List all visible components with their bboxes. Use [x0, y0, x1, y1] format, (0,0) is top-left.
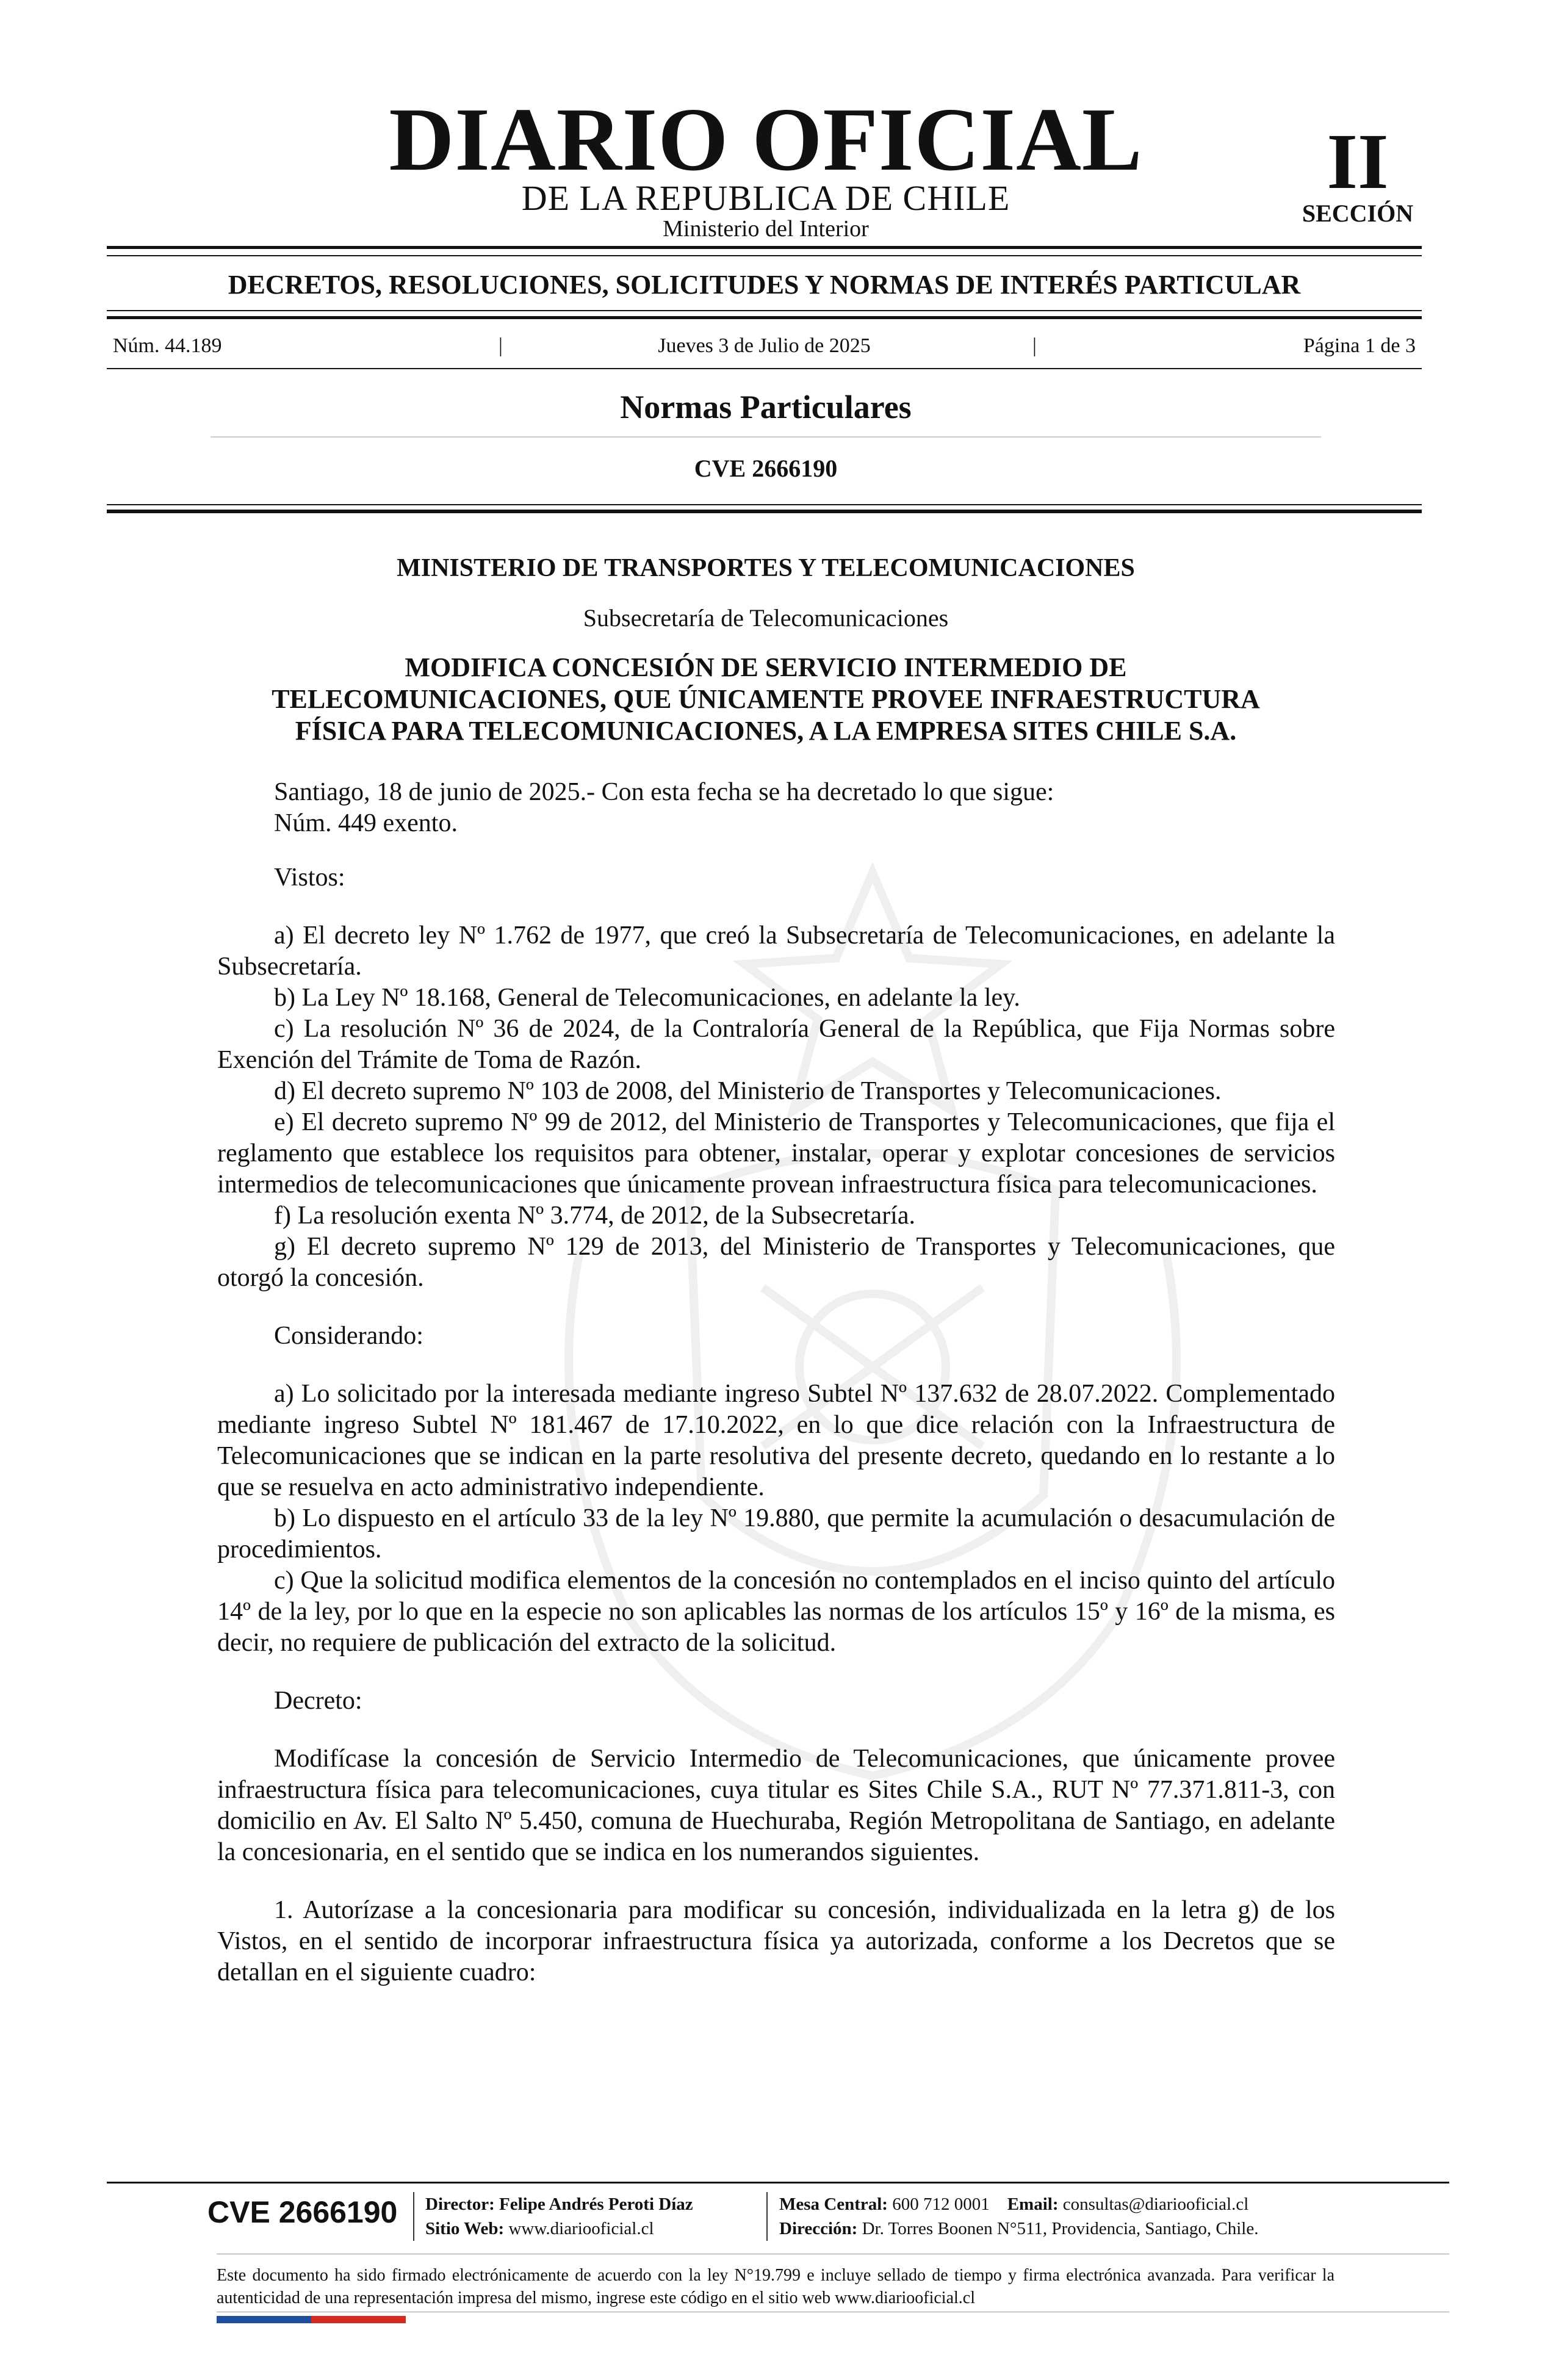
issue-separator: |	[1032, 334, 1037, 357]
document-body	[217, 777, 1335, 1988]
flag-red-band	[311, 2316, 406, 2323]
address-label: Dirección:	[779, 2219, 858, 2238]
decreto-paragraph: Modifícase la concesión de Servicio Intermedio de Telecomunicaciones, que únicamente provee infraestructura física para telecomunicaciones, cuya titular es Sites Chile S.A., RUT Nº 77.371.811-3, con domicilio en Av. El Salto Nº 5.450, comuna de Huechuraba, Región Metropolitana de Santiago, en adelante la concesionaria, en el sentido que se indica en los numerandos siguientes.	[217, 1745, 1335, 1866]
footer-rule	[107, 2182, 1449, 2183]
section-heading-rule	[211, 436, 1321, 438]
footer-divider	[413, 2192, 414, 2241]
masthead-title: DIARIO OFICIAL	[389, 90, 1143, 190]
issue-number: Núm. 44.189	[113, 334, 222, 357]
decree-title-line: FÍSICA PARA TELECOMUNICACIONES, A LA EMPRESA SITES CHILE S.A.	[295, 716, 1237, 746]
vistos-item: d) El decreto supremo Nº 103 de 2008, del Ministerio de Transportes y Telecomunicaciones.	[274, 1077, 1222, 1105]
decree-title-line: TELECOMUNICACIONES, QUE ÚNICAMENTE PROVEE INFRAESTRUCTURA	[272, 684, 1260, 714]
decreto-paragraph: 1. Autorízase a la concesionaria para modificar su concesión, individualizada en la letra g) de los Vistos, en el sentido de incorporar infraestructura física ya autorizada, conforme a los Decretos que se detallan en el siguiente cuadro:	[217, 1896, 1335, 1986]
cve-code: CVE 2666190	[694, 455, 838, 482]
footer-contact-info	[779, 2192, 1258, 2241]
vistos-item: e) El decreto supremo Nº 99 de 2012, del Ministerio de Transportes y Telecomunicaciones, que fija el reglamento que establece los requisitos para obtener, instalar, operar y explotar concesiones de servicios intermedios de telecomunicaciones que únicamente provean infraestructura física para telecomunicaciones.	[217, 1108, 1335, 1199]
vistos-item: f) La resolución exenta Nº 3.774, de 2012, de la Subsecretaría.	[274, 1202, 915, 1230]
mesa-phone: 600 712 0001	[892, 2194, 990, 2214]
section-label: SECCIÓN	[1302, 200, 1414, 227]
director-name: Felipe Andrés Peroti Díaz	[499, 2194, 693, 2214]
decree-title-line: MODIFICA CONCESIÓN DE SERVICIO INTERMEDIO DE	[405, 652, 1127, 682]
issue-date: Jueves 3 de Julio de 2025	[658, 334, 871, 357]
topic-rule-thick	[107, 316, 1422, 319]
director-label: Director:	[425, 2194, 495, 2214]
footer-divider	[766, 2192, 768, 2241]
section-heading: Normas Particulares	[620, 389, 912, 425]
page-number: Página 1 de 3	[1303, 334, 1416, 357]
issue-rule	[107, 368, 1422, 369]
issuing-ministry: MINISTERIO DE TRANSPORTES Y TELECOMUNICACIONES	[397, 554, 1135, 582]
intro-line: Santiago, 18 de junio de 2025.- Con esta fecha se ha decretado lo que sigue:	[274, 778, 1054, 806]
vistos-item: g) El decreto supremo Nº 129 de 2013, del Ministerio de Transportes y Telecomunicaciones, que otorgó la concesión.	[217, 1233, 1335, 1292]
flag-blue-band	[217, 2316, 311, 2323]
chile-flag-stripe	[217, 2316, 406, 2323]
footer-disclaimer: Este documento ha sido firmado electrónicamente de acuerdo con la ley N°19.799 e incluye sellado de tiempo y firma electrónica avanzada. Para verificar la autenticidad de una representación impresa del mismo, ingrese este código en el sitio web www.diariooficial.cl	[217, 2266, 1334, 2307]
vistos-item: a) El decreto ley Nº 1.762 de 1977, que creó la Subsecretaría de Telecomunicaciones, en adelante la Subsecretaría.	[217, 921, 1335, 981]
decree-title	[217, 652, 1315, 747]
address-value: Dr. Torres Boonen N°511, Providencia, Santiago, Chile.	[862, 2219, 1259, 2238]
considerando-item: a) Lo solicitado por la interesada mediante ingreso Subtel Nº 137.632 de 28.07.2022. Complementado mediante ingreso Subtel Nº 181.467 de 17.10.2022, en lo que dice relación con la Infraestructura de Telecomunicaciones que se indican en la parte resolutiva del presente decreto, quedando en lo restante a lo que se resuelva en acto administrativo independiente.	[217, 1380, 1335, 1501]
vistos-item: b) La Ley Nº 18.168, General de Telecomunicaciones, en adelante la ley.	[274, 984, 1020, 1012]
vistos-item: c) La resolución Nº 36 de 2024, de la Contraloría General de la República, que Fija Normas sobre Exención del Trámite de Toma de Razón.	[217, 1015, 1335, 1074]
email-label: Email:	[1007, 2194, 1059, 2214]
section-number: II	[1327, 118, 1389, 206]
topic-line: DECRETOS, RESOLUCIONES, SOLICITUDES Y NORMAS DE INTERÉS PARTICULAR	[228, 270, 1301, 300]
cve-rule-thin	[107, 504, 1422, 505]
topic-rule-thin	[107, 310, 1422, 311]
considerando-item: c) Que la solicitud modifica elementos de la concesión no contemplados en el inciso quinto del artículo 14º de la ley, por lo que en la especie no son aplicables las normas de los artículos 15º y 16º de la misma, es decir, no requiere de publicación del extracto de la solicitud.	[217, 1567, 1335, 1657]
mesa-label: Mesa Central:	[779, 2194, 888, 2214]
decree-number: Núm. 449 exento.	[274, 809, 458, 837]
vistos-heading: Vistos:	[274, 864, 345, 892]
issue-separator: |	[499, 334, 503, 357]
masthead-rule-thin	[107, 255, 1422, 256]
masthead-ministry: Ministerio del Interior	[663, 216, 869, 242]
website-link[interactable]: www.diariooficial.cl	[508, 2219, 654, 2238]
subsecretaria: Subsecretaría de Telecomunicaciones	[583, 604, 949, 632]
masthead-subtitle: DE LA REPUBLICA DE CHILE	[521, 178, 1010, 218]
footer-editor-info	[425, 2192, 693, 2241]
website-label: Sitio Web:	[425, 2219, 505, 2238]
masthead-rule-thick	[107, 246, 1422, 249]
cve-rule-thick	[107, 510, 1422, 513]
email-link[interactable]: consultas@diariooficial.cl	[1062, 2194, 1249, 2214]
decreto-heading: Decreto:	[274, 1687, 362, 1715]
footer-cve-code: CVE 2666190	[207, 2195, 398, 2229]
considerando-item: b) Lo dispuesto en el artículo 33 de la ley Nº 19.880, que permite la acumulación o desacumulación de procedimientos.	[217, 1504, 1335, 1563]
considerando-heading: Considerando:	[274, 1322, 423, 1350]
